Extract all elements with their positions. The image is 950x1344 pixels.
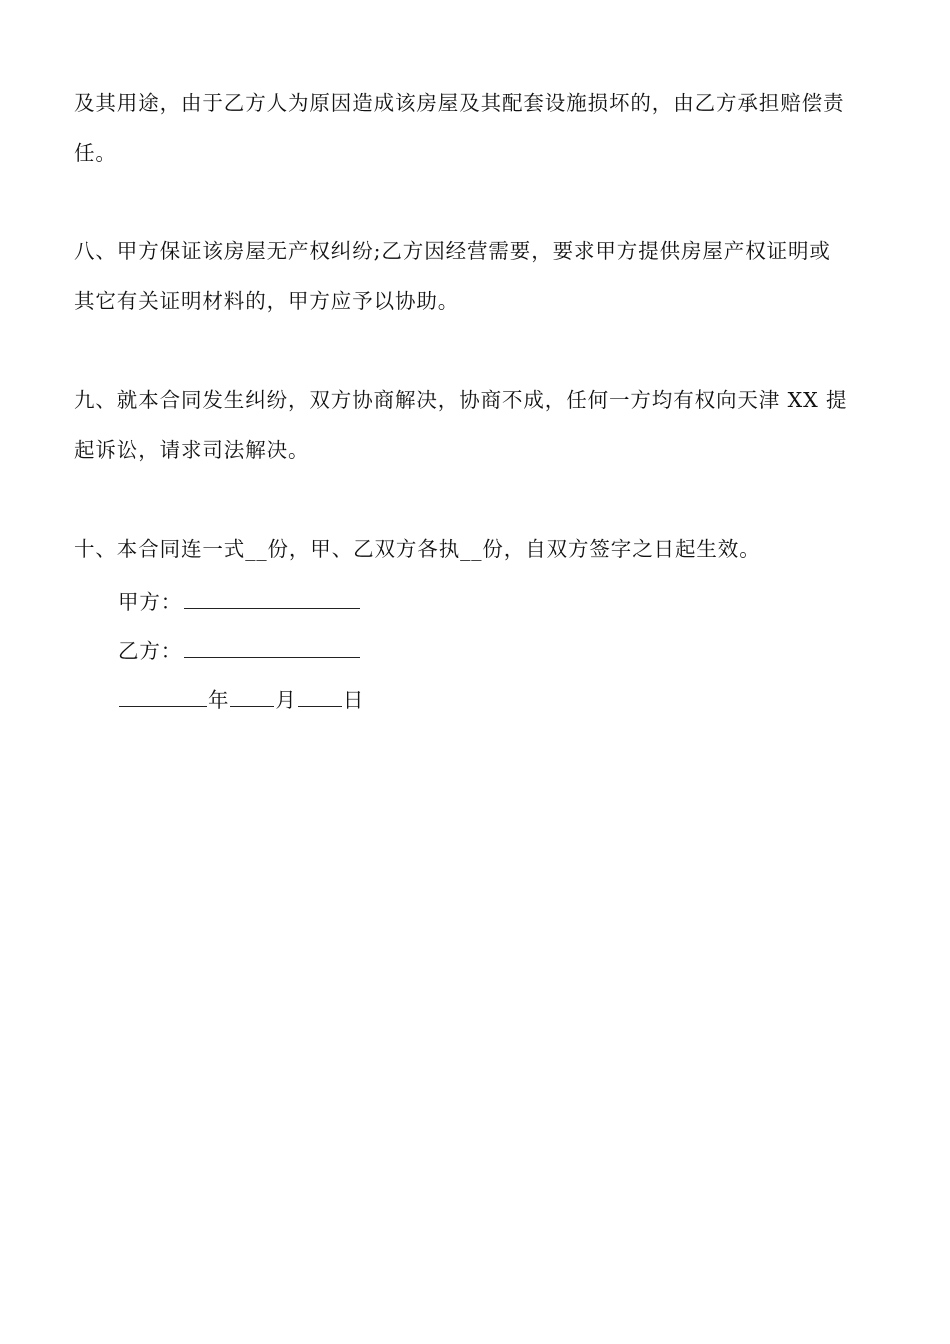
party-b-signature-line: [118, 636, 361, 666]
year-blank[interactable]: [119, 686, 207, 707]
clause-9-line-2: 起诉讼，请求司法解决。: [74, 438, 310, 462]
party-a-label: 甲方：: [118, 590, 183, 614]
clause-8-line-1: 八、甲方保证该房屋无产权纠纷;乙方因经营需要，要求甲方提供房屋产权证明或: [74, 239, 831, 263]
clause-9-line-1: 九、就本合同发生纠纷，双方协商解决，协商不成，任何一方均有权向天津 XX 提: [74, 388, 848, 412]
clause-8: [74, 226, 880, 326]
party-a-blank[interactable]: [184, 588, 360, 609]
clause-10-line-1: 十、本合同连一式__份，甲、乙双方各执__份，自双方签字之日起生效。: [74, 537, 761, 561]
party-b-blank[interactable]: [184, 637, 360, 658]
signing-date-line: [118, 685, 364, 715]
party-a-signature-line: [118, 587, 361, 617]
clause-9: [74, 375, 880, 475]
day-label: 日: [342, 688, 365, 712]
clause-10: [74, 524, 880, 574]
year-label: 年: [208, 688, 230, 712]
month-label: 月: [275, 688, 297, 712]
party-b-label: 乙方：: [118, 639, 183, 663]
clause-8-line-2: 其它有关证明材料的，甲方应予以协助。: [74, 289, 460, 313]
month-blank[interactable]: [230, 686, 274, 707]
day-blank[interactable]: [298, 686, 342, 707]
clause-7-continuation: [74, 78, 880, 178]
clause-7-line-1: 及其用途，由于乙方人为原因造成该房屋及其配套设施损坏的，由乙方承担赔偿责: [74, 91, 845, 115]
clause-7-line-2: 任。: [74, 141, 117, 165]
